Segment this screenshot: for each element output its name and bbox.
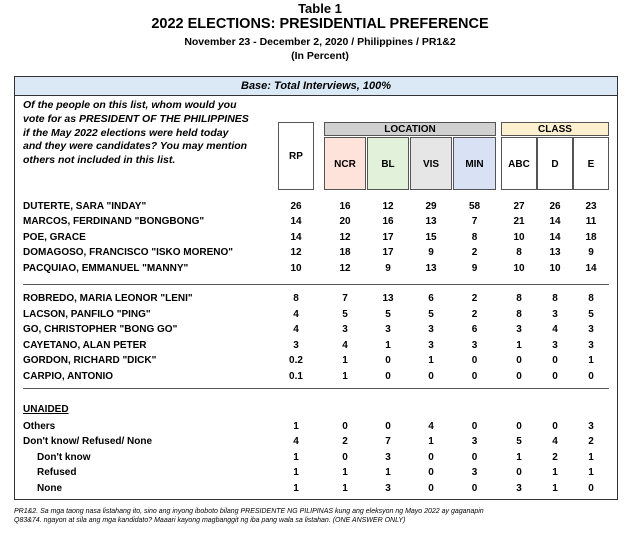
table-row xyxy=(15,338,617,353)
table-row xyxy=(15,353,617,368)
cell-value: 16 xyxy=(382,216,394,227)
cell-value: 5 xyxy=(342,309,348,320)
row-label: ROBREDO, MARIA LEONOR "LENI" xyxy=(23,293,193,304)
cell-value: 9 xyxy=(471,263,478,274)
cell-value: 0 xyxy=(385,371,391,382)
cell-value: 16 xyxy=(339,201,351,212)
cell-value: 3 xyxy=(516,324,522,335)
cell-value: 1 xyxy=(293,467,299,478)
cell-value: 1 xyxy=(428,355,434,366)
location-group-header: LOCATION xyxy=(324,122,496,136)
table-row xyxy=(15,291,617,306)
row-label: LACSON, PANFILO "PING" xyxy=(23,309,151,320)
table-row xyxy=(15,481,617,496)
row-label: Refused xyxy=(37,467,77,478)
cell-value: 2 xyxy=(471,247,478,258)
cell-value: 0 xyxy=(516,467,522,478)
cell-value: 5 xyxy=(385,309,391,320)
cell-value: 0 xyxy=(471,483,478,494)
cell-value: 12 xyxy=(382,201,394,212)
cell-value: 3 xyxy=(588,421,594,432)
cell-value: 2 xyxy=(471,309,478,320)
cell-value: 0 xyxy=(342,421,348,432)
cell-value: 0 xyxy=(552,355,558,366)
cell-value: 6 xyxy=(428,293,434,304)
footnote xyxy=(14,507,624,525)
e-header: E xyxy=(573,137,609,190)
cell-value: 1 xyxy=(588,467,594,478)
table-row xyxy=(15,230,617,245)
cell-value: 4 xyxy=(293,324,299,335)
cell-value: 11 xyxy=(585,216,597,227)
cell-value: 1 xyxy=(516,340,522,351)
survey-question xyxy=(23,99,268,168)
table-row xyxy=(15,450,617,465)
cell-value: 1 xyxy=(588,452,594,463)
table-number: Table 1 xyxy=(298,1,342,16)
cell-value: 10 xyxy=(549,263,561,274)
cell-value: 3 xyxy=(588,340,594,351)
cell-value: 1 xyxy=(552,467,558,478)
cell-value: 13 xyxy=(425,263,437,274)
table-row xyxy=(15,307,617,322)
cell-value: 4 xyxy=(342,340,348,351)
question-line: Of the people on this list, whom would you xyxy=(23,99,237,111)
cell-value: 5 xyxy=(516,436,522,447)
cell-value: 14 xyxy=(549,232,561,243)
cell-value: 0 xyxy=(428,467,434,478)
row-label: POE, GRACE xyxy=(23,232,86,243)
cell-value: 13 xyxy=(382,293,394,304)
cell-value: 3 xyxy=(428,340,434,351)
cell-value: 0 xyxy=(471,452,478,463)
cell-value: 17 xyxy=(382,247,394,258)
table-row xyxy=(15,434,617,449)
cell-value: 3 xyxy=(293,340,299,351)
ncr-header: NCR xyxy=(324,137,366,190)
cell-value: 12 xyxy=(339,232,351,243)
cell-value: 0 xyxy=(516,421,522,432)
table-row xyxy=(15,261,617,276)
question-line: and they were candidates? You may mention xyxy=(23,140,248,153)
row-label: DUTERTE, SARA "INDAY" xyxy=(23,201,147,212)
cell-value: 29 xyxy=(425,201,437,212)
cell-value: 8 xyxy=(552,293,558,304)
cell-value: 8 xyxy=(471,232,478,243)
cell-value: 3 xyxy=(385,324,391,335)
footnote-line: PR1&2. Sa mga taong nasa listahang ito, sino ang inyong iboboto bilang PRESIDENTE NG PILIPINAS kung ang eleksyon ng Mayo 2022 ay gaganapin xyxy=(14,508,484,515)
cell-value: 18 xyxy=(585,232,597,243)
cell-value: 14 xyxy=(585,263,597,274)
cell-value: 8 xyxy=(516,293,522,304)
cell-value: 8 xyxy=(588,293,594,304)
cell-value: 15 xyxy=(425,232,437,243)
cell-value: 0 xyxy=(516,355,522,366)
cell-value: 1 xyxy=(342,467,348,478)
cell-value: 18 xyxy=(339,247,351,258)
cell-value: 3 xyxy=(552,340,558,351)
rp-header: RP xyxy=(278,122,314,190)
cell-value: 3 xyxy=(471,340,478,351)
cell-value: 2 xyxy=(342,436,348,447)
row-label: CARPIO, ANTONIO xyxy=(23,371,114,382)
row-label: PACQUIAO, EMMANUEL "MANNY" xyxy=(23,263,189,274)
cell-value: 0.2 xyxy=(289,355,303,366)
base-banner: Base: Total Interviews, 100% xyxy=(15,77,617,96)
cell-value: 4 xyxy=(552,324,558,335)
cell-value: 3 xyxy=(516,483,522,494)
row-label: DOMAGOSO, FRANCISCO "ISKO MORENO" xyxy=(23,247,234,258)
cell-value: 0 xyxy=(342,452,348,463)
cell-value: 8 xyxy=(293,293,299,304)
cell-value: 12 xyxy=(290,247,302,258)
cell-value: 1 xyxy=(385,340,391,351)
cell-value: 10 xyxy=(290,263,302,274)
row-label: None xyxy=(37,483,62,494)
table-row xyxy=(15,214,617,229)
cell-value: 1 xyxy=(293,421,299,432)
table-row xyxy=(15,419,617,434)
cell-value: 0 xyxy=(516,371,522,382)
cell-value: 0 xyxy=(385,421,391,432)
cell-value: 7 xyxy=(471,216,478,227)
cell-value: 0 xyxy=(552,421,558,432)
cell-value: 1 xyxy=(385,467,391,478)
question-line: if the May 2022 elections were held today xyxy=(23,126,229,139)
cell-value: 14 xyxy=(290,216,302,227)
row-label: GO, CHRISTOPHER "BONG GO" xyxy=(23,324,178,335)
cell-value: 3 xyxy=(471,467,478,478)
row-label: GORDON, RICHARD "DICK" xyxy=(23,355,157,366)
cell-value: 0 xyxy=(385,355,391,366)
row-label: Don't know xyxy=(37,452,91,463)
cell-value: 10 xyxy=(513,232,525,243)
cell-value: 0.1 xyxy=(289,371,303,382)
cell-value: 8 xyxy=(516,309,522,320)
cell-value: 7 xyxy=(342,293,348,304)
abc-header: ABC xyxy=(501,137,537,190)
cell-value: 4 xyxy=(293,309,299,320)
cell-value: 3 xyxy=(552,309,558,320)
table-row xyxy=(15,245,617,260)
table-row xyxy=(15,369,617,384)
table-subtitle: November 23 - December 2, 2020 / Philippines / PR1&2 xyxy=(184,36,456,48)
cell-value: 9 xyxy=(588,247,594,258)
cell-value: 0 xyxy=(428,452,434,463)
cell-value: 1 xyxy=(342,355,348,366)
table-row xyxy=(15,199,617,214)
cell-value: 3 xyxy=(342,324,348,335)
cell-value: 9 xyxy=(385,263,391,274)
cell-value: 1 xyxy=(293,452,299,463)
cell-value: 0 xyxy=(428,371,434,382)
vis-header: VIS xyxy=(410,137,452,190)
cell-value: 2 xyxy=(552,452,558,463)
cell-value: 12 xyxy=(339,263,351,274)
cell-value: 58 xyxy=(468,201,481,212)
cell-value: 0 xyxy=(471,421,478,432)
unit-label: (In Percent) xyxy=(291,50,349,62)
min-header: MIN xyxy=(453,137,496,190)
cell-value: 8 xyxy=(516,247,522,258)
cell-value: 27 xyxy=(513,201,525,212)
row-label: MARCOS, FERDINAND "BONGBONG" xyxy=(23,216,205,227)
cell-value: 1 xyxy=(552,483,558,494)
cell-value: 4 xyxy=(293,436,299,447)
cell-value: 0 xyxy=(428,483,434,494)
table-title: 2022 ELECTIONS: PRESIDENTIAL PREFERENCE xyxy=(151,16,489,32)
cell-value: 0 xyxy=(471,355,478,366)
cell-value: 21 xyxy=(513,216,525,227)
cell-value: 13 xyxy=(425,216,437,227)
cell-value: 10 xyxy=(513,263,525,274)
cell-value: 5 xyxy=(588,309,594,320)
row-label: Don't know/ Refused/ None xyxy=(23,436,153,447)
unaided-label: UNAIDED xyxy=(23,404,69,415)
cell-value: 17 xyxy=(382,232,394,243)
cell-value: 0 xyxy=(588,483,594,494)
cell-value: 3 xyxy=(588,324,594,335)
cell-value: 3 xyxy=(428,324,434,335)
cell-value: 2 xyxy=(471,293,478,304)
cell-value: 2 xyxy=(588,436,594,447)
group-separator xyxy=(23,388,609,389)
cell-value: 3 xyxy=(471,436,478,447)
table-row xyxy=(15,465,617,480)
cell-value: 1 xyxy=(293,483,299,494)
question-line: others not included in this list. xyxy=(23,154,176,167)
cell-value: 23 xyxy=(585,201,597,212)
table-row xyxy=(15,322,617,337)
cell-value: 0 xyxy=(471,371,478,382)
question-line: vote for as PRESIDENT OF THE PHILIPPINES xyxy=(23,112,249,125)
cell-value: 1 xyxy=(342,483,348,494)
group-separator xyxy=(23,284,609,285)
cell-value: 0 xyxy=(552,371,558,382)
cell-value: 9 xyxy=(428,247,434,258)
cell-value: 1 xyxy=(516,452,522,463)
cell-value: 7 xyxy=(385,436,391,447)
row-label: CAYETANO, ALAN PETER xyxy=(23,340,147,351)
row-label: Others xyxy=(23,421,56,432)
results-table xyxy=(14,76,618,500)
cell-value: 14 xyxy=(290,232,302,243)
cell-value: 0 xyxy=(588,371,594,382)
cell-value: 13 xyxy=(549,247,561,258)
cell-value: 1 xyxy=(588,355,594,366)
cell-value: 4 xyxy=(428,421,434,432)
cell-value: 3 xyxy=(385,452,391,463)
class-group-header: CLASS xyxy=(501,122,609,136)
cell-value: 20 xyxy=(339,216,351,227)
cell-value: 26 xyxy=(290,201,302,212)
cell-value: 5 xyxy=(428,309,434,320)
cell-value: 26 xyxy=(549,201,561,212)
d-header: D xyxy=(537,137,573,190)
footnote-line: Q83&74. ngayon at sila ang mga kandidato? Maaari kayong magbanggit ng iba pang wala sa listahan. (ONE ANSWER ONLY) xyxy=(14,517,406,524)
cell-value: 14 xyxy=(549,216,561,227)
cell-value: 1 xyxy=(428,436,434,447)
cell-value: 3 xyxy=(385,483,391,494)
cell-value: 6 xyxy=(471,324,478,335)
cell-value: 4 xyxy=(552,436,558,447)
bl-header: BL xyxy=(367,137,409,190)
cell-value: 1 xyxy=(342,371,348,382)
